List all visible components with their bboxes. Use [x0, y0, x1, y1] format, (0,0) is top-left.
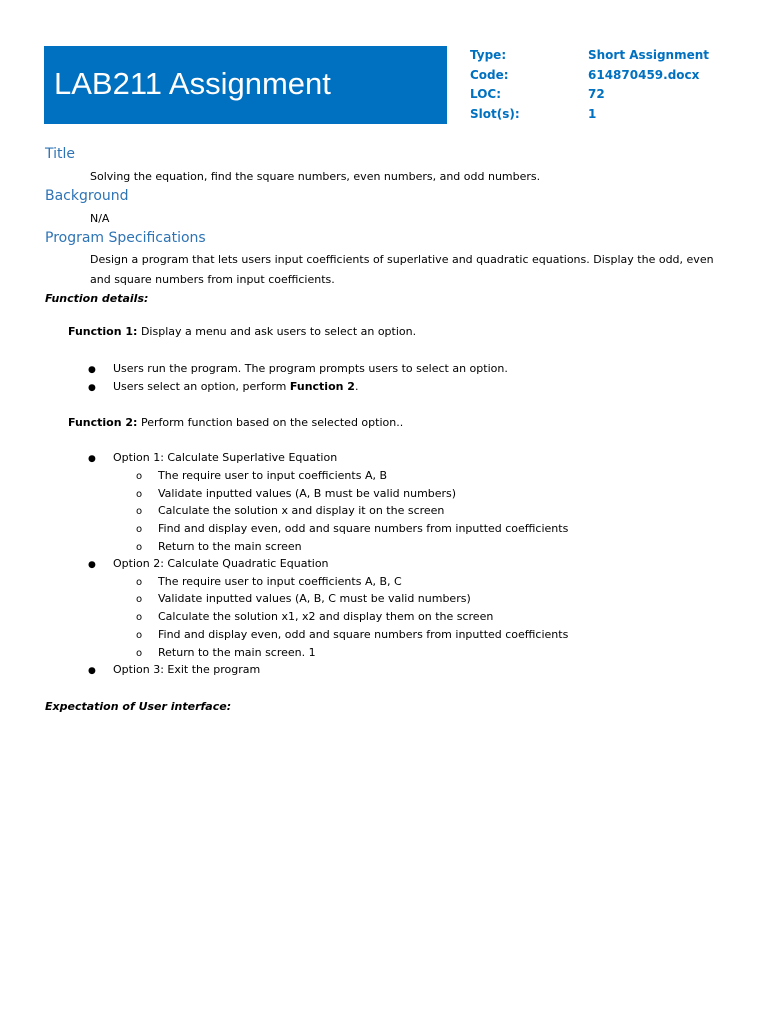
circle-bullet-icon: o [136, 594, 143, 605]
section-heading-specs: Program Specifications [45, 230, 206, 246]
circle-bullet-icon: o [136, 506, 143, 517]
meta-label: Slot(s): [470, 106, 520, 121]
option-text: Option 2: Calculate Quadratic Equation [113, 557, 329, 570]
sub-item-text: Return to the main screen. 1 [158, 646, 316, 659]
list-item [88, 380, 358, 393]
list-item [88, 663, 260, 676]
sub-list-item [136, 487, 456, 500]
sub-list-item [136, 504, 444, 517]
meta-row-type [470, 48, 730, 68]
function2-text: Perform function based on the selected option.. [137, 416, 404, 429]
option-text: Option 3: Exit the program [113, 663, 261, 676]
bullet-icon: ● [88, 454, 96, 464]
bullet-icon: ● [88, 560, 96, 570]
sub-list-item [136, 540, 302, 553]
sub-item-text: Validate inputted values (A, B, C must be valid numbers) [158, 592, 471, 605]
circle-bullet-icon: o [136, 630, 143, 641]
function1-label: Function 1: [68, 325, 138, 338]
meta-row-loc [470, 87, 730, 107]
section-heading-title: Title [45, 146, 76, 162]
circle-bullet-icon: o [136, 524, 143, 535]
bullet-text: Users select an option, perform [113, 380, 290, 393]
function2-label: Function 2: [68, 416, 138, 429]
background-text: N/A [90, 212, 110, 225]
list-item [88, 451, 337, 464]
meta-label: Code: [470, 67, 509, 82]
specs-text-line1: Design a program that lets users input coefficients of superlative and quadratic equations. Display the odd, even [90, 253, 714, 266]
function1-text: Display a menu and ask users to select an option. [137, 325, 417, 338]
sub-item-text: Calculate the solution x1, x2 and display them on the screen [158, 610, 494, 623]
sub-list-item [136, 522, 568, 535]
bullet-bold-text: Function 2 [289, 380, 355, 393]
document-title: LAB211 Assignment [54, 66, 331, 101]
meta-row-code [470, 68, 730, 88]
title-text: Solving the equation, find the square numbers, even numbers, and odd numbers. [90, 170, 541, 183]
list-item [88, 557, 329, 570]
list-item [88, 362, 508, 375]
meta-label: Type: [470, 48, 507, 62]
sub-list-item [136, 575, 402, 588]
sub-item-text: Find and display even, odd and square numbers from inputted coefficients [158, 522, 569, 535]
circle-bullet-icon: o [136, 471, 143, 482]
function1-line [68, 325, 416, 338]
meta-table [470, 48, 730, 126]
bullet-icon: ● [88, 383, 96, 393]
sub-item-text: Validate inputted values (A, B must be valid numbers) [158, 487, 457, 500]
meta-value: 614870459.docx [588, 67, 700, 82]
circle-bullet-icon: o [136, 577, 143, 588]
bullet-text: Users run the program. The program prompts users to select an option. [113, 362, 508, 375]
sub-item-text: Find and display even, odd and square numbers from inputted coefficients [158, 628, 569, 641]
bullet-icon: ● [88, 365, 96, 375]
sub-list-item [136, 628, 568, 641]
sub-list-item [136, 646, 316, 659]
circle-bullet-icon: o [136, 489, 143, 500]
circle-bullet-icon: o [136, 542, 143, 553]
expectation-ui-label: Expectation of User interface: [45, 700, 232, 713]
option-text: Option 1: Calculate Superlative Equation [113, 451, 338, 464]
sub-list-item [136, 610, 493, 623]
sub-list-item [136, 469, 387, 482]
sub-list-item [136, 592, 471, 605]
sub-item-text: Return to the main screen [158, 540, 302, 553]
circle-bullet-icon: o [136, 612, 143, 623]
meta-label: LOC: [470, 87, 502, 101]
meta-value: Short Assignment [588, 48, 710, 62]
function2-line [68, 416, 403, 429]
meta-value: 72 [588, 87, 605, 101]
section-heading-background: Background [45, 188, 129, 204]
sub-item-text: The require user to input coefficients A, B, C [158, 575, 402, 588]
sub-item-text: The require user to input coefficients A, B [158, 469, 388, 482]
meta-value: 1 [588, 106, 597, 121]
bullet-icon: ● [88, 666, 96, 676]
function-details-label: Function details: [45, 292, 149, 305]
specs-text-line2: and square numbers from input coefficients. [90, 273, 335, 286]
meta-row-slots [470, 107, 730, 127]
header-banner [44, 46, 447, 124]
sub-item-text: Calculate the solution x and display it on the screen [158, 504, 445, 517]
bullet-tail: . [354, 380, 359, 393]
circle-bullet-icon: o [136, 648, 143, 659]
